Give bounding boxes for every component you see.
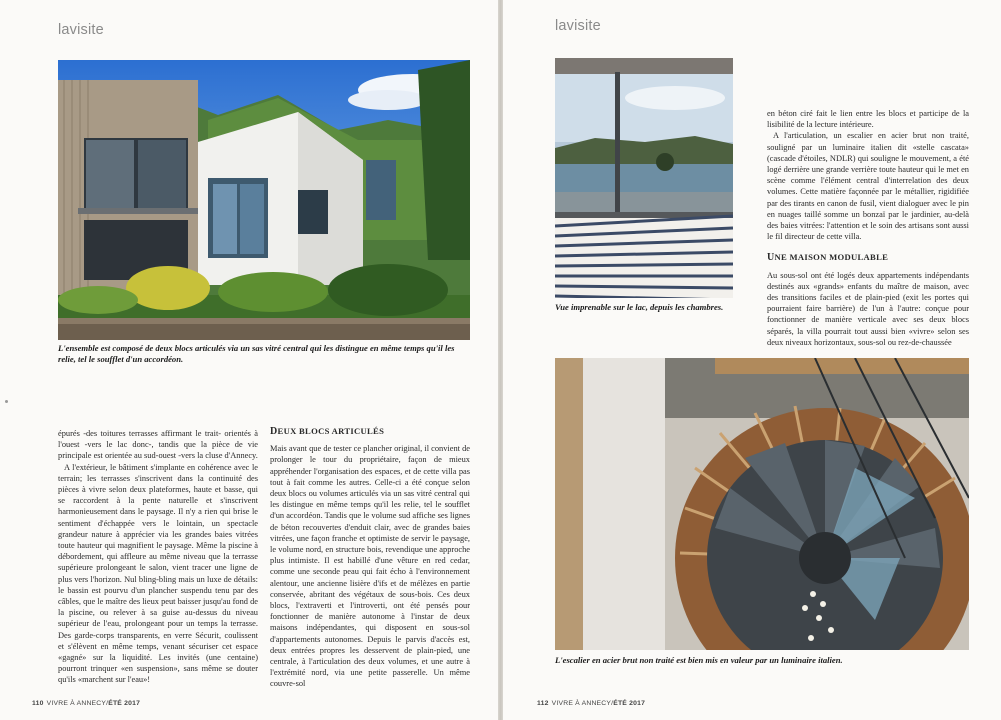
- issue-season: ÉTÉ 2017: [108, 700, 141, 707]
- caption-exterior: L'ensemble est composé de deux blocs articulés via un sas vitré central qui les distingue en même temps qu'il les relie, tel le soufflet d'un accordéon.: [58, 343, 455, 364]
- text-column-right: [767, 108, 969, 348]
- subhead-deux-blocs: DEUX BLOCS ARTICULÉS: [270, 426, 385, 437]
- villa-exterior-photo: [58, 60, 470, 340]
- folio-left: [32, 700, 141, 707]
- villa-illustration: [58, 60, 470, 340]
- paragraph: Mais avant que de tester ce plancher original, il convient de prolonger le tour du propriétaire, façon de mieux appréhender l'organisation des espaces, et de cette villa pas tout à fait comme les autres. Celle-ci a été conçue selon deux blocs ou volumes articulés via un sas vitré central qui les distingue en même temps qu'il les relie, tel le soufflet d'un accordéon. Tandis que le volume sud affiche ses lignes de béton recouvertes d'enduit clair, avec de grandes baies vitrées, une façon franche et optimiste de servir le paysage, le volume nord, en structure bois, revendique une approche plus intimiste. Il est habillé d'une vêture en red cedar, comme une seconde peau qui fait écho à l'environnement alentour, une ancienne lisière d'ifs et de mélèzes en partie conservée, abritant des végétaux de sous-bois. Ces deux blocs, l'extraverti et l'introverti, ont été pensés pour fonctionner de manière autonome à l'instar de deux maisons indépendantes, qui disposent en sous-sol d'appartements autonomes. Depuis le parvis d'accès est, deux entrées propres les desservent de plain-pied, une centrale, à l'articulation des deux volumes, et une autre à l'extrémité nord, via une petite passerelle. Un même couvre-sol: [270, 444, 470, 689]
- magazine-name: VIVRE À ANNECY/: [551, 700, 614, 707]
- paragraph: A l'articulation, un escalier en acier brut non traité, souligné par un luminaire italien dit «stelle cascata» (cascade d'étoiles, NDLR) qui souligne le mouvement, a été logé derrière une grande verrière toute hauteur qui le met en scène comme l'élément central d'interrelation des deux volumes. Cette matière façonnée par le métallier, rigidifiée par des tirants en canon de fusil, vient dialoguer avec le pin en nuages taillé somme un bonzaï par le jardinier, au-delà des baies vitrées: l'attention et le soin des artisans sont aussi le fil directeur de cette villa.: [767, 131, 969, 242]
- margin-dot: [5, 400, 8, 403]
- bedroom-lake-view-photo: [555, 58, 733, 298]
- subhead-maison-modulable: UNE MAISON MODULABLE: [767, 252, 889, 264]
- caption-bedroom: Vue imprenable sur le lac, depuis les chambres.: [555, 302, 724, 312]
- right-page: [503, 0, 1001, 720]
- bedroom-illustration: [555, 58, 733, 298]
- spiral-staircase-photo: [555, 358, 969, 650]
- issue-season: ÉTÉ 2017: [613, 700, 646, 707]
- rubric-right: lavisite: [555, 18, 601, 34]
- magazine-name: VIVRE À ANNECY/: [46, 700, 109, 707]
- caption-staircase: L'escalier en acier brut non traité est bien mis en valeur par un luminaire italien.: [555, 655, 843, 665]
- folio-right: [537, 700, 646, 707]
- rubric-left: lavisite: [58, 22, 104, 38]
- left-page: [0, 0, 498, 720]
- paragraph: Au sous-sol ont été logés deux appartements indépendants destinés aux «grands» enfants du maître de maison, avec des transitions faciles et de plain-pied (exit les portes qui pourraient faire barrière) de l'un à l'autre: conçue pour fonctionner de manière verticale avec ses deux blocs séparés, la villa pourrait tout aussi bien «vivre» selon ses deux niveaux horizontaux, sous-sol ou rez-de-chaussée: [767, 270, 969, 347]
- text-column-1: [58, 428, 258, 686]
- paragraph: épurés -des toitures terrasses affirmant le trait- orientés à l'ouest -vers le lac donc-, tandis que la pièce de vie principale est orientée au sud-ouest -vers la cluse d'Annecy.: [58, 429, 258, 461]
- text-column-2: [270, 426, 470, 690]
- page-number: 112: [537, 700, 549, 707]
- staircase-illustration: [555, 358, 969, 650]
- paragraph: A l'extérieur, le bâtiment s'implante en cohérence avec le terrain; les terrasses s'inscrivent dans la continuité des pièces à vivre selon deux plateformes, haute et basse, qui se raccordent à la pente naturelle et s'inscrivent harmonieusement dans le paysage. Il n'y a rien qui brise le sentiment d'échappée vers le lointain, un spectacle grandeur nature à apprécier via les grandes baies vitrées toute hauteur qui magnifient le paysage. Même la piscine à débordement, qui affleure au même niveau que la terrasse supérieure prolongeant le salon, vient tracer une ligne de plus vers l'horizon. Nul bling-bling mais un luxe de détails: le bassin est pourvu d'un plancher suspendu tenu par des câbles, que le maître des lieux peut baisser jusqu'au fond de la piscine, ou relever à sa guise au-dessus du niveau supérieur de l'eau, prolongeant pour un temps la terrasse. Des garde-corps transparents, en verre Sécurit, coulissent et s'élèvent en même temps, venant sécuriser cet espace «gagné» sur la liquidité. Les invités (une centaine) pourront trinquer «en suspension», sans même se douter qu'ils «marchent sur l'eau»!: [58, 462, 258, 685]
- page-number: 110: [32, 700, 44, 707]
- paragraph: en béton ciré fait le lien entre les blocs et participe de la lisibilité de la lecture intérieure.: [767, 109, 969, 130]
